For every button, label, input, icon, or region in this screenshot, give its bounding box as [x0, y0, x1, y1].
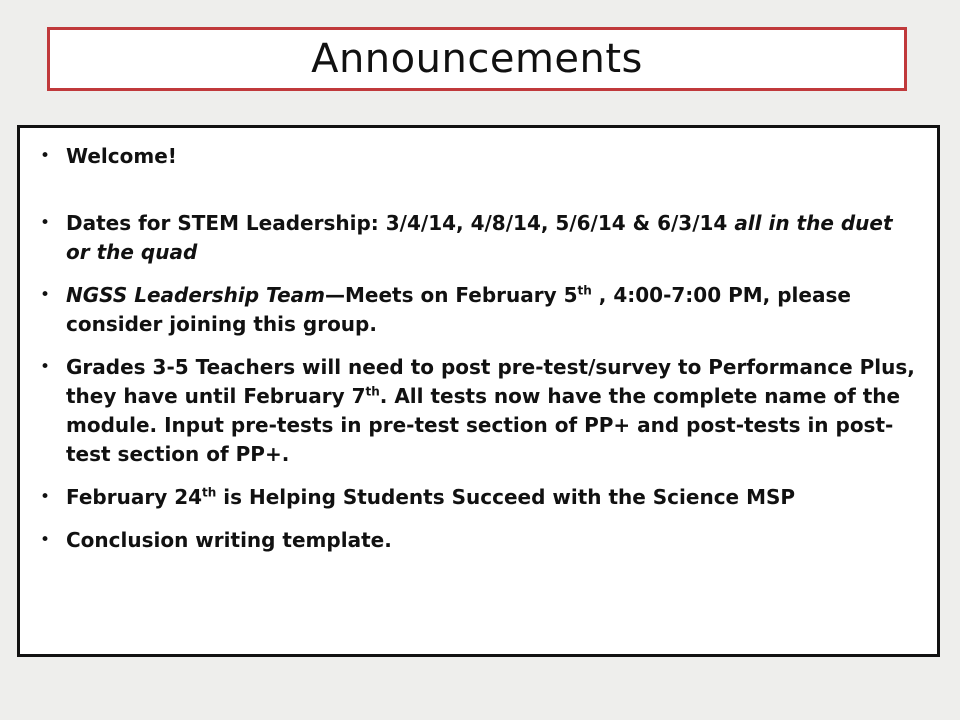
bullet-dot-icon: • — [40, 213, 51, 233]
bullet-dot-icon: • — [40, 357, 51, 377]
bullet-welcome — [40, 142, 917, 171]
announcement-list — [40, 142, 917, 555]
ngss-team-name: NGSS Leadership Team — [66, 283, 326, 307]
bullet-dot-icon: • — [40, 146, 51, 166]
bullet-ngss — [40, 281, 917, 339]
welcome-text: Welcome! — [66, 144, 177, 168]
conclusion-text: Conclusion writing template. — [66, 528, 392, 552]
bullet-dot-icon: • — [40, 487, 51, 507]
ngss-sup: th — [577, 283, 592, 298]
bullet-dot-icon: • — [40, 285, 51, 305]
bullet-feb-24 — [40, 483, 917, 512]
grades-sup: th — [365, 384, 380, 399]
ngss-text-2: , 4:00-7:00 PM, please consider joining this group. — [66, 283, 851, 336]
announcements-box — [17, 125, 940, 657]
bullet-grades — [40, 353, 917, 469]
feb-text-2: is Helping Students Succeed with the Science MSP — [216, 485, 796, 509]
grades-text-2: . All tests now have the complete name of the module. Input pre-tests in pre-test section of PP+ and post-tests in post-test section of PP+. — [66, 384, 901, 466]
grades-text-1: Grades 3-5 Teachers will need to post pre-test/survey to Performance Plus, they have until February 7 — [66, 355, 915, 408]
ngss-text-1: —Meets on February 5 — [325, 283, 578, 307]
bullet-conclusion — [40, 526, 917, 555]
stem-location-text: all in the duet or the quad — [66, 211, 893, 264]
title-box — [47, 27, 907, 91]
feb-text-1: February 24 — [66, 485, 203, 509]
feb-sup: th — [202, 485, 217, 500]
bullet-stem-dates — [40, 209, 917, 267]
bullet-dot-icon: • — [40, 530, 51, 550]
slide-title: Announcements — [311, 36, 643, 82]
stem-dates-text: Dates for STEM Leadership: 3/4/14, 4/8/14, 5/6/14 & 6/3/14 — [66, 211, 735, 235]
